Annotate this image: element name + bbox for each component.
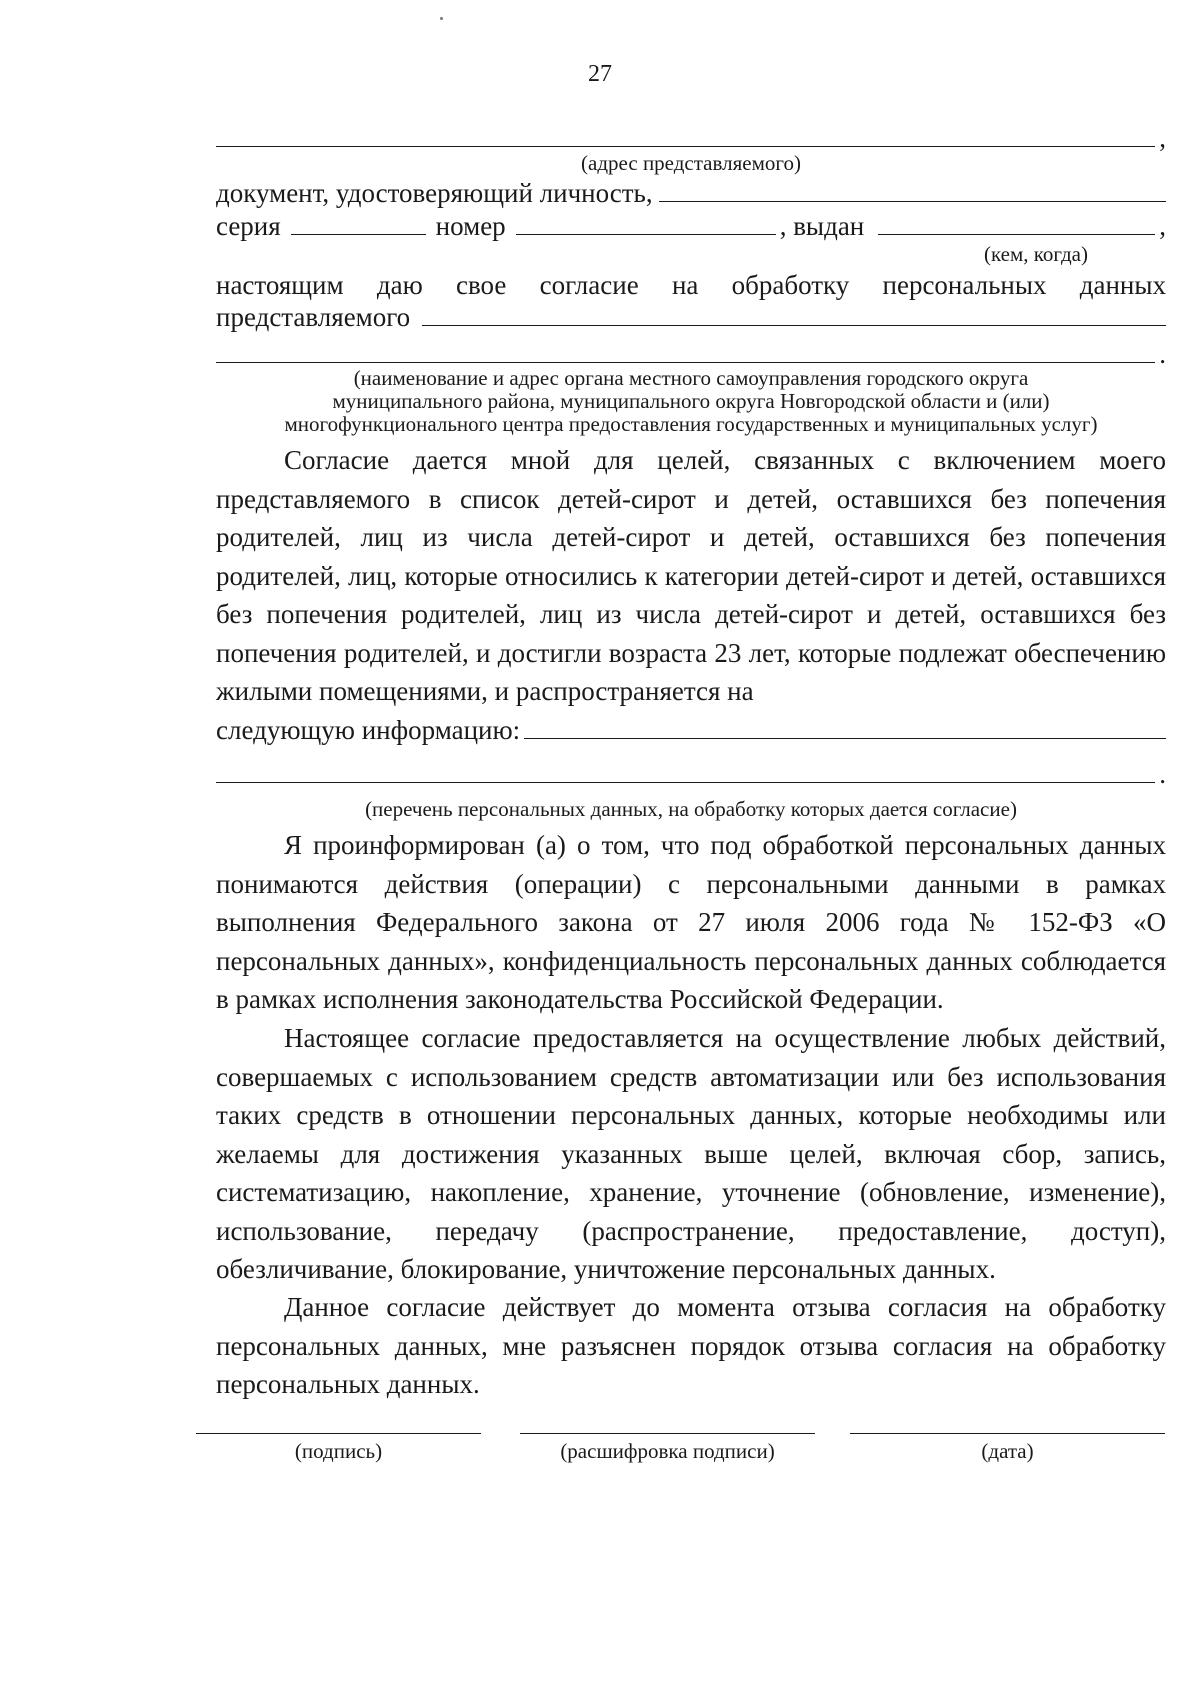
actions-section <box>216 1019 1166 1289</box>
consent-word: персональных <box>882 270 1047 300</box>
informed-paragraph: Я проинформирован (а) о том, что под обработкой персональных данных понимаются действия (операции) с персональными данными в рамках выполнения Федерального закона от 27 июля 2006 года № 152-ФЗ «О персональных данных», конфиденциальность персональных данных соблюдается в рамках исполнения законодательства Российской Федерации. <box>216 830 1166 1014</box>
organ-caption-line: (наименование и адрес органа местного самоуправления городского округа <box>353 366 1029 390</box>
consent-word: согласие <box>539 270 639 300</box>
signature-field[interactable] <box>196 1433 481 1464</box>
informed-section <box>216 826 1166 1019</box>
actions-paragraph: Настоящее согласие предоставляется на осуществление любых действий, совершаемых с использованием средств автоматизации или без использования таких средств в отношении персональных данных, которые необходимы или желаемы для достижения указанных выше целей, включая сбор, запись, систематизацию, накопление, хранение, уточнение (обновление, изменение), использование, передачу (распространение, предоставление, доступ), обезличивание, блокирование, уничтожение персональных данных. <box>216 1023 1166 1284</box>
information-row <box>216 711 1166 750</box>
validity-section <box>216 1288 1166 1404</box>
represented-label: представляемого <box>216 302 411 332</box>
information-row-2 <box>216 758 1166 790</box>
organ-caption-line: многофункционального центра предоставления государственных и муниципальных услуг) <box>284 412 1098 436</box>
date-field[interactable] <box>850 1433 1165 1464</box>
scan-speck <box>440 17 443 20</box>
consent-word: на <box>671 270 699 300</box>
information-period: . <box>1159 759 1166 789</box>
information-blank[interactable] <box>524 718 1166 739</box>
consent-word: обработку <box>731 270 850 300</box>
issued-caption: (кем, когда) <box>984 242 1088 266</box>
identity-row <box>216 177 1166 209</box>
organ-caption-line: муниципального района, муниципального округа Новгородской области и (или) <box>332 389 1050 413</box>
series-blank[interactable] <box>291 214 426 235</box>
represented-row <box>216 301 1166 333</box>
number-blank[interactable] <box>516 214 776 235</box>
address-row <box>216 122 1166 154</box>
purpose-paragraph: Согласие дается мной для целей, связанных с включением моего представляемого в список детей-сирот и детей, оставшихся без попечения родителей, лиц из числа детей-сирот и детей, оставшихся без попечения родителей, лиц, которые относились к категории детей-сирот и детей, оставшихся без попечения родителей, лиц из числа детей-сирот и детей, оставшихся без попечения родителей, и достигли возраста 23 лет, которые подлежат обеспечению жилыми помещениями, и распространяется на <box>216 445 1166 706</box>
information-blank-2[interactable] <box>216 762 1155 783</box>
series-label: серия <box>216 211 281 241</box>
address-comma: , <box>1159 123 1166 153</box>
number-label: номер <box>435 211 506 241</box>
represented-blank[interactable] <box>422 305 1166 326</box>
consent-word: даю <box>376 270 423 300</box>
date-caption: (дата) <box>981 1439 1034 1463</box>
signature-caption: (подпись) <box>294 1439 383 1463</box>
validity-paragraph: Данное согласие действует до момента отзыва согласия на обработку персональных данных, мне разъяснен порядок отзыва согласия на обработку персональных данных. <box>216 1292 1166 1399</box>
organ-caption <box>216 367 1166 436</box>
organ-blank[interactable] <box>216 342 1155 363</box>
organ-period: . <box>1159 339 1166 369</box>
address-caption: (адрес представляемого) <box>581 151 801 175</box>
consent-row <box>216 269 1166 301</box>
identity-blank[interactable] <box>659 181 1166 202</box>
consent-word: настоящим <box>216 270 344 300</box>
decryption-caption: (расшифровка подписи) <box>560 1439 775 1463</box>
purpose-section <box>216 441 1166 749</box>
page-number: 27 <box>588 61 612 87</box>
consent-word: данных <box>1079 270 1166 300</box>
list-caption: (перечень персональных данных, на обработку которых дается согласие) <box>365 797 1017 821</box>
address-blank[interactable] <box>216 126 1155 147</box>
series-row <box>216 210 1166 242</box>
consent-word: свое <box>456 270 507 300</box>
issued-blank[interactable] <box>878 214 1155 235</box>
issued-label: , выдан <box>779 211 865 241</box>
information-label: следующую информацию: <box>216 714 521 745</box>
issued-comma: , <box>1159 211 1166 241</box>
decryption-field[interactable] <box>520 1433 815 1464</box>
identity-label: документ, удостоверяющий личность, <box>216 178 653 208</box>
